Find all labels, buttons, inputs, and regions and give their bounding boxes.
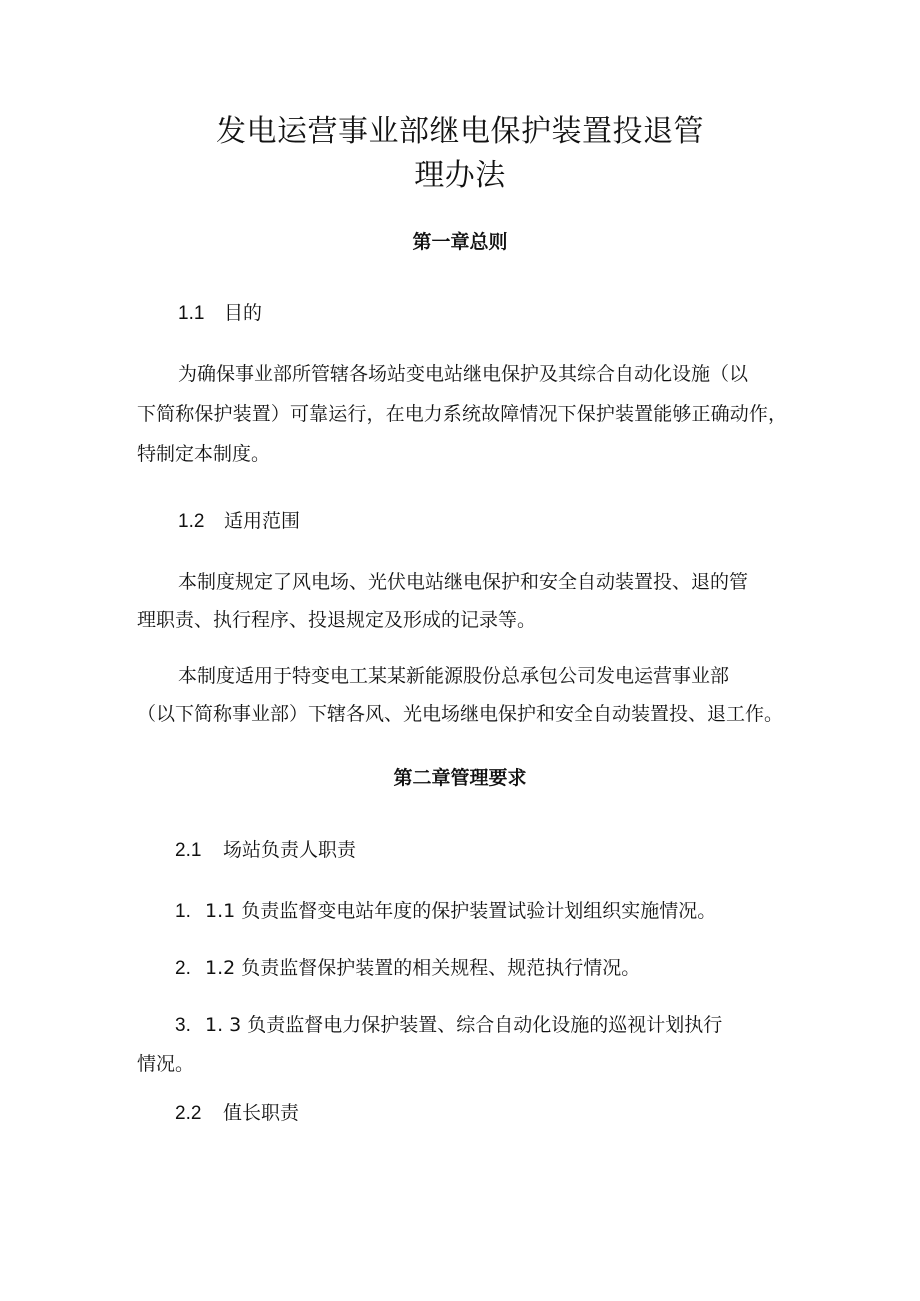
section-title: 适用范围 bbox=[224, 510, 301, 532]
section-1-1-heading bbox=[178, 299, 262, 328]
section-title: 目的 bbox=[224, 302, 263, 324]
list-item-number: 3. bbox=[175, 1015, 191, 1036]
section-number: 2.1 bbox=[175, 840, 202, 861]
paragraph-1-line-3: 特制定本制度。 bbox=[137, 443, 271, 465]
list-item-number: 2. bbox=[175, 958, 191, 979]
paragraph-1-line-2: 下简称保护装置）可靠运行，在电力系统故障情况下保护装置能够正确动作， bbox=[137, 403, 787, 425]
paragraph-3-line-1: 本制度适用于特变电工某某新能源股份总承包公司发电运营事业部 bbox=[178, 665, 730, 687]
paragraph-1-line-1: 为确保事业部所管辖各场站变电站继电保护及其综合自动化设施（以 bbox=[178, 363, 749, 385]
chapter-1-heading: 第一章总则 bbox=[412, 231, 508, 253]
list-item-text: 1.2 负责监督保护装置的相关规程、规范执行情况。 bbox=[205, 957, 641, 979]
section-number: 1.2 bbox=[178, 511, 205, 532]
list-item-3-continuation: 情况。 bbox=[137, 1053, 195, 1075]
document-title-line-1: 发电运营事业部继电保护装置投退管 bbox=[216, 114, 704, 149]
section-number: 1.1 bbox=[178, 303, 205, 324]
section-2-2-heading bbox=[175, 1099, 299, 1128]
section-2-1-heading bbox=[175, 836, 356, 865]
paragraph-3-line-2: （以下简称事业部）下辖各风、光电场继电保护和安全自动装置投、退工作。 bbox=[137, 703, 784, 725]
list-item-2 bbox=[175, 954, 640, 983]
list-item-text: 1.1 负责监督变电站年度的保护装置试验计划组织实施情况。 bbox=[205, 900, 717, 922]
section-number: 2.2 bbox=[175, 1103, 202, 1124]
section-title: 值长职责 bbox=[223, 1102, 300, 1124]
list-item-number: 1. bbox=[175, 901, 191, 922]
chapter-2-heading: 第二章管理要求 bbox=[393, 767, 527, 789]
section-title: 场站负责人职责 bbox=[223, 839, 357, 861]
paragraph-2-line-2: 理职责、执行程序、投退规定及形成的记录等。 bbox=[137, 609, 537, 631]
document-title-line-2: 理办法 bbox=[414, 158, 506, 193]
list-item-1 bbox=[175, 897, 716, 926]
section-1-2-heading bbox=[178, 507, 300, 536]
paragraph-2-line-1: 本制度规定了风电场、光伏电站继电保护和安全自动装置投、退的管 bbox=[178, 571, 749, 593]
list-item-3 bbox=[175, 1011, 722, 1040]
list-item-text: 1. 3 负责监督电力保护装置、综合自动化设施的巡视计划执行 bbox=[205, 1014, 723, 1036]
